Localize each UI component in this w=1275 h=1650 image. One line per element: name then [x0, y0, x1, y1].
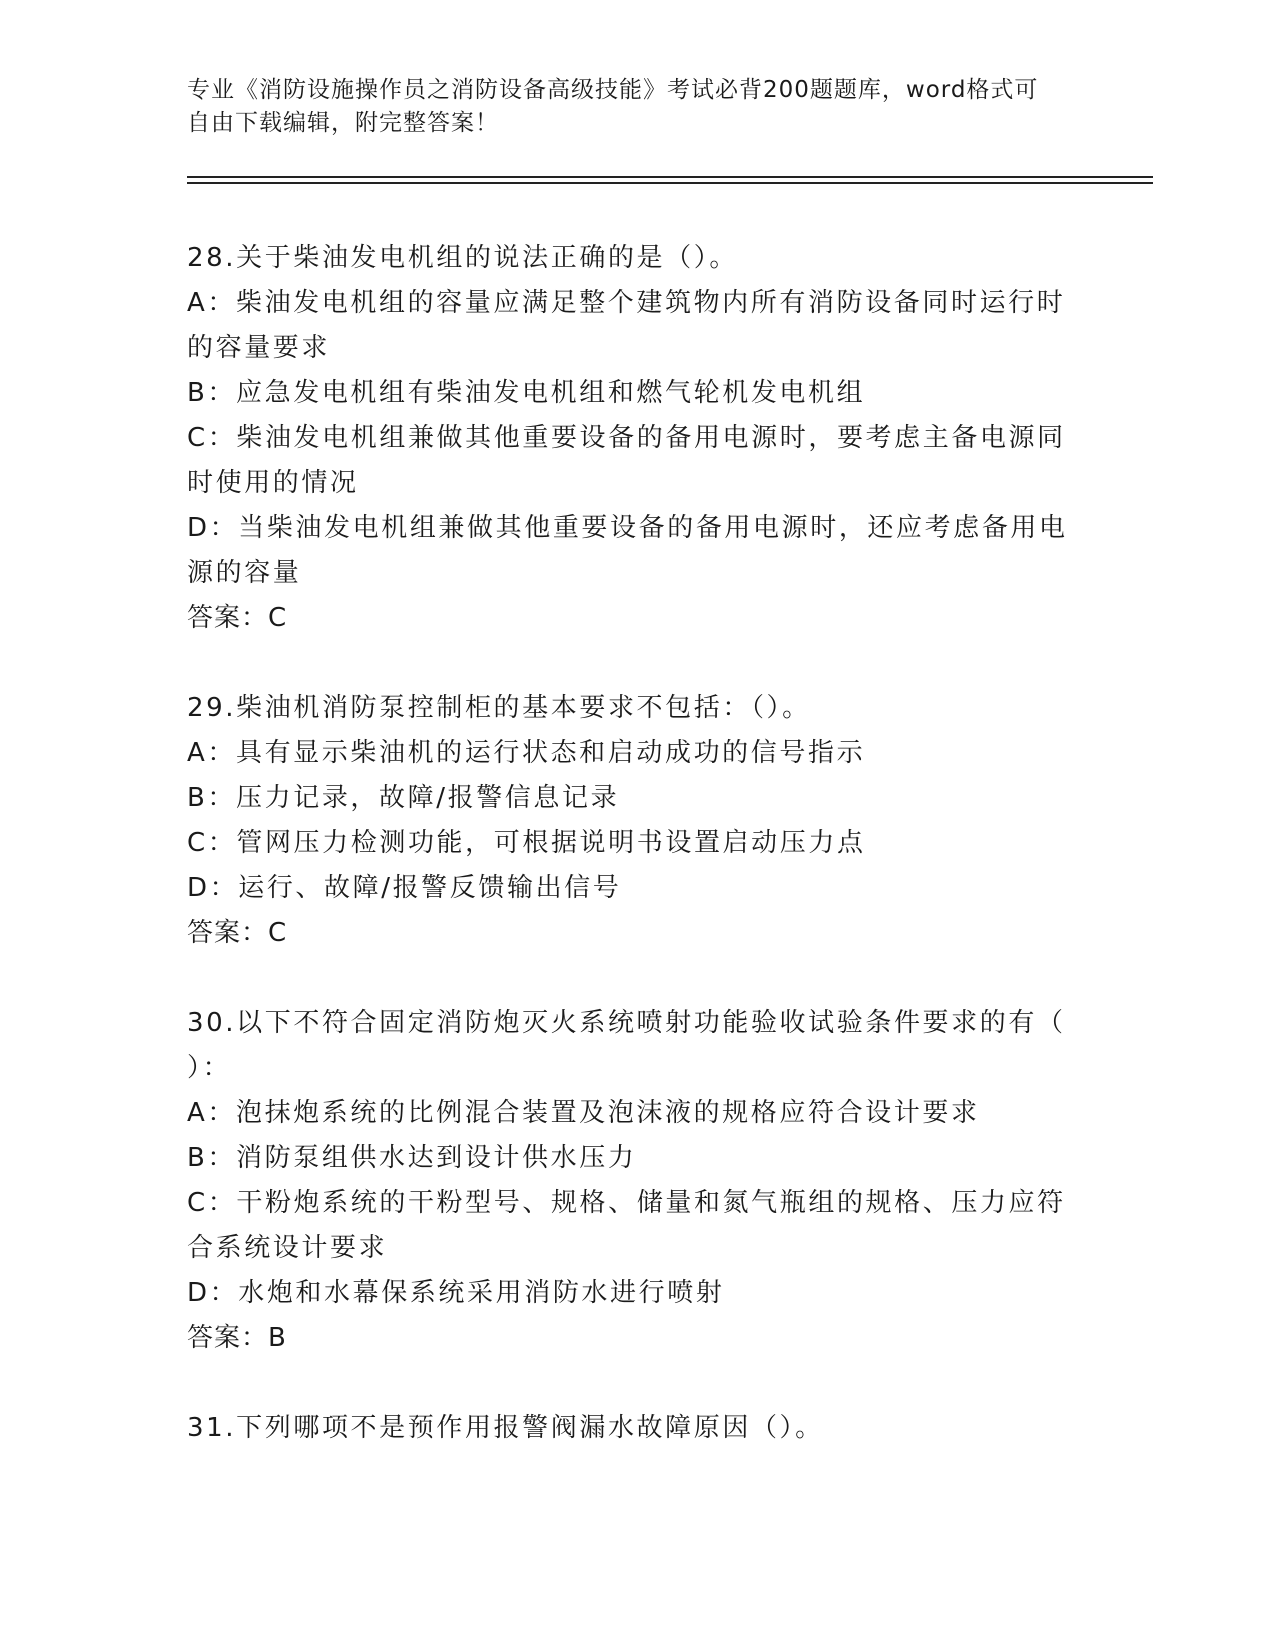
question-stem: 31.下列哪项不是预作用报警阀漏水故障原因（）。	[187, 1413, 824, 1443]
header-divider-top	[187, 176, 1153, 178]
option-a: A：具有显示柴油机的运行状态和启动成功的信号指示	[187, 738, 866, 768]
question-stem: 29.柴油机消防泵控制柜的基本要求不包括：（）。	[187, 693, 811, 723]
option-b: B：消防泵组供水达到设计供水压力	[187, 1143, 637, 1173]
option-b: B：压力记录，故障/报警信息记录	[187, 783, 620, 813]
option-d: D：水炮和水幕保系统采用消防水进行喷射	[187, 1278, 725, 1308]
option-c-continued: 合系统设计要求	[187, 1233, 388, 1263]
document-header	[187, 74, 1087, 140]
header-line-2: 自由下载编辑，附完整答案！	[187, 110, 499, 136]
option-d: D：当柴油发电机组兼做其他重要设备的备用电源时，还应考虑备用电	[187, 513, 1068, 543]
answer: 答案：C	[187, 918, 288, 948]
header-divider-bottom	[187, 182, 1153, 184]
option-c-continued: 时使用的情况	[187, 468, 359, 498]
option-c: C：干粉炮系统的干粉型号、规格、储量和氮气瓶组的规格、压力应符	[187, 1188, 1066, 1218]
question-28	[187, 236, 1087, 641]
spacer	[187, 1361, 1087, 1406]
option-a: A：柴油发电机组的容量应满足整个建筑物内所有消防设备同时运行时	[187, 288, 1066, 318]
question-31	[187, 1406, 1087, 1451]
question-stem-continued: ）：	[187, 1053, 232, 1083]
option-a: A：泡抹炮系统的比例混合装置及泡沫液的规格应符合设计要求	[187, 1098, 980, 1128]
question-stem: 30.以下不符合固定消防炮灭火系统喷射功能验收试验条件要求的有（	[187, 1008, 1066, 1038]
spacer	[187, 641, 1087, 686]
question-30	[187, 1001, 1087, 1361]
answer: 答案：B	[187, 1323, 287, 1353]
option-c: C：管网压力检测功能，可根据说明书设置启动压力点	[187, 828, 866, 858]
spacer	[187, 956, 1087, 1001]
option-c: C：柴油发电机组兼做其他重要设备的备用电源时，要考虑主备电源同	[187, 423, 1066, 453]
option-b: B：应急发电机组有柴油发电机组和燃气轮机发电机组	[187, 378, 866, 408]
option-a-continued: 的容量要求	[187, 333, 331, 363]
question-stem: 28.关于柴油发电机组的说法正确的是（）。	[187, 243, 738, 273]
question-29	[187, 686, 1087, 956]
option-d: D：运行、故障/报警反馈输出信号	[187, 873, 622, 903]
header-line-1: 专业《消防设施操作员之消防设备高级技能》考试必背200题题库，word格式可	[187, 77, 1039, 103]
question-list	[187, 236, 1087, 1451]
option-d-continued: 源的容量	[187, 558, 302, 588]
answer: 答案：C	[187, 603, 288, 633]
